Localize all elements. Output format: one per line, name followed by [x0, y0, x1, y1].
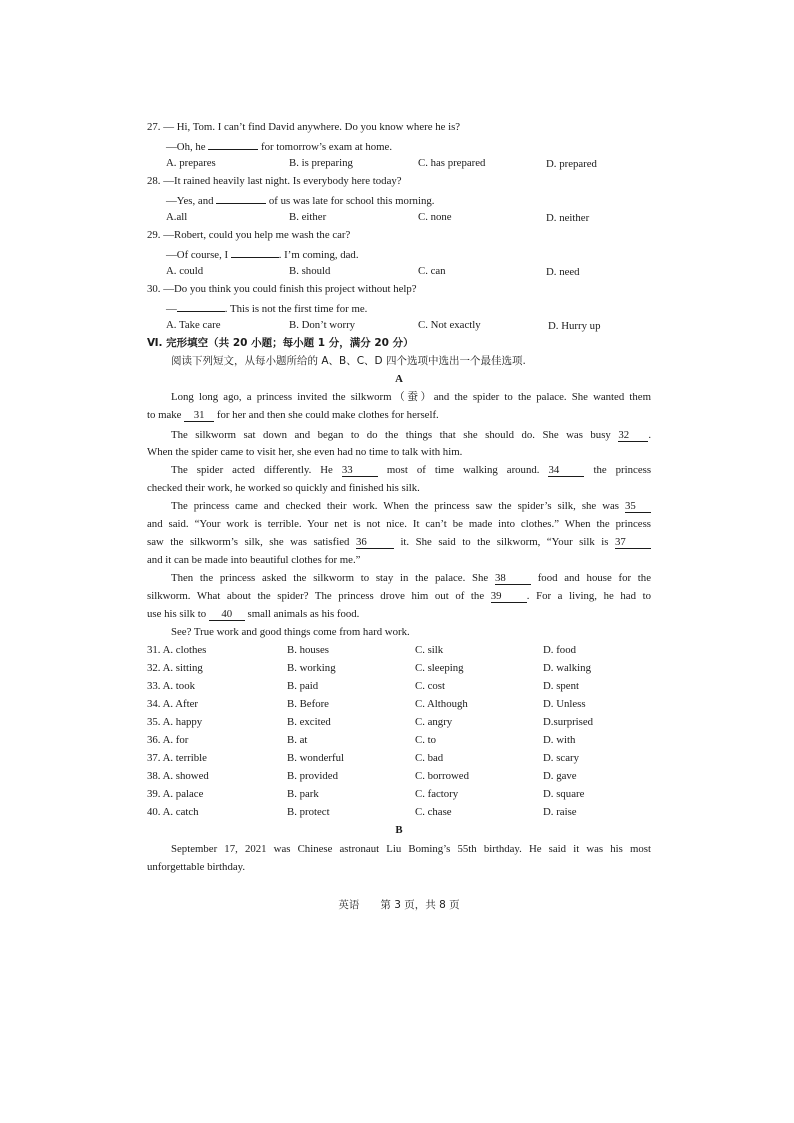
- choice-40-d: D. raise: [543, 806, 577, 818]
- question-28-answer-line: —Yes, and of us was late for school this morning.: [166, 192, 434, 208]
- choice-40-c: C. chase: [415, 806, 452, 818]
- choice-40-b: B. protect: [287, 806, 330, 818]
- blank-35: 35: [625, 500, 651, 513]
- blank-40: 40: [209, 608, 245, 621]
- passage-b-line: September 17, 2021 was Chinese astronaut Liu Boming’s 55th birthday. He said it was his most: [171, 843, 651, 855]
- option-a: A. prepares: [166, 157, 216, 169]
- choice-35-d: D.surprised: [543, 716, 594, 728]
- choice-37-d: D. scary: [543, 752, 579, 764]
- passage-line: saw the silkworm’s silk, she was satisfied 36 it. She said to the silkworm, “Your silk is 37: [147, 535, 651, 549]
- answer-blank: [177, 300, 225, 312]
- passage-line: and it can be made into beautiful clothes for me.”: [147, 554, 361, 566]
- choice-32-b: B. working: [287, 662, 336, 674]
- choice-36-a: 36. A. for: [147, 734, 189, 746]
- choice-39-a: 39. A. palace: [147, 788, 204, 800]
- blank-31: 31: [184, 409, 214, 422]
- part-a-label: A: [395, 373, 403, 385]
- choice-34-d: D. Unless: [543, 698, 586, 710]
- option-b: B. should: [289, 265, 331, 277]
- section-instruction: 阅读下列短文，从每小题所给的 A、B、C、D 四个选项中选出一个最佳选项.: [171, 355, 526, 367]
- answer-blank: [231, 246, 279, 258]
- option-d: D. need: [546, 266, 580, 278]
- choice-38-a: 38. A. showed: [147, 770, 209, 782]
- blank-37: 37: [615, 536, 651, 549]
- option-d: D. prepared: [546, 158, 597, 170]
- choice-36-b: B. at: [287, 734, 308, 746]
- section-heading: Ⅵ. 完形填空（共 20 小题；每小题 1 分，满分 20 分）: [147, 337, 414, 349]
- choice-37-c: C. bad: [415, 752, 444, 764]
- blank-38: 38: [495, 572, 531, 585]
- question-28-stem: 28. —It rained heavily last night. Is everybody here today?: [147, 175, 402, 187]
- passage-line: checked their work, he worked so quickly and finished his silk.: [147, 482, 420, 494]
- answer-blank: [208, 138, 258, 150]
- passage-line: When the spider came to visit her, she even had no time to talk with him.: [147, 446, 463, 458]
- option-a: A.all: [166, 211, 188, 223]
- passage-line: Then the princess asked the silkworm to stay in the palace. She 38 food and house for the: [171, 572, 651, 584]
- option-b: B. Don’t worry: [289, 319, 356, 331]
- choice-39-b: B. park: [287, 788, 319, 800]
- question-30-answer-line: — . This is not the first time for me.: [166, 300, 367, 316]
- passage-line: See? True work and good things come from hard work.: [171, 626, 410, 638]
- answer-blank: [216, 192, 266, 204]
- choice-34-b: B. Before: [287, 698, 329, 710]
- passage-line: The princess came and checked their work. When the princess saw the spider’s silk, she was 35: [171, 499, 651, 513]
- choice-32-c: C. sleeping: [415, 662, 464, 674]
- choice-37-a: 37. A. terrible: [147, 752, 207, 764]
- blank-39: 39: [491, 590, 527, 603]
- choice-35-c: C. angry: [415, 716, 453, 728]
- choice-33-a: 33. A. took: [147, 680, 195, 692]
- option-d: D. neither: [546, 212, 590, 224]
- blank-32: 32: [618, 429, 648, 442]
- option-b: B. is preparing: [289, 157, 353, 169]
- question-29-stem: 29. —Robert, could you help me wash the car?: [147, 229, 351, 241]
- option-c: C. has prepared: [418, 157, 486, 169]
- choice-31-d: D. food: [543, 644, 576, 656]
- choice-35-b: B. excited: [287, 716, 331, 728]
- question-27-answer-line: —Oh, he for tomorrow’s exam at home.: [166, 138, 392, 154]
- choice-36-c: C. to: [415, 734, 436, 746]
- choice-31-b: B. houses: [287, 644, 329, 656]
- passage-line: and said. “Your work is terrible. Your net is not nice. It can’t be made into clothes.” When the princess: [147, 518, 651, 530]
- choice-32-a: 32. A. sitting: [147, 662, 203, 674]
- choice-33-b: B. paid: [287, 680, 319, 692]
- choice-38-c: C. borrowed: [415, 770, 469, 782]
- choice-32-d: D. walking: [543, 662, 591, 674]
- choice-31-c: C. silk: [415, 644, 444, 656]
- blank-36: 36: [356, 536, 394, 549]
- option-c: C. can: [418, 265, 446, 277]
- question-30-stem: 30. —Do you think you could finish this project without help?: [147, 283, 417, 295]
- choice-37-b: B. wonderful: [287, 752, 344, 764]
- option-b: B. either: [289, 211, 327, 223]
- option-a: A. Take care: [166, 319, 221, 331]
- choice-38-b: B. provided: [287, 770, 338, 782]
- passage-line: silkworm. What about the spider? The princess drove him out of the 39 . For a living, he had to: [147, 590, 651, 602]
- choice-36-d: D. with: [543, 734, 576, 746]
- page-footer: 英语 第 3 页，共 8 页: [338, 899, 460, 911]
- option-c: C. Not exactly: [418, 319, 481, 331]
- question-27-stem: 27. — Hi, Tom. I can’t find David anywhere. Do you know where he is?: [147, 121, 461, 133]
- passage-b-line: unforgettable birthday.: [147, 861, 246, 873]
- question-29-answer-line: —Of course, I . I’m coming, dad.: [166, 246, 359, 262]
- choice-34-a: 34. A. After: [147, 698, 198, 710]
- choice-39-d: D. square: [543, 788, 585, 800]
- blank-34: 34: [548, 464, 584, 477]
- passage-line: The spider acted differently. He 33 most of time walking around. 34 the princess: [171, 464, 652, 476]
- option-a: A. could: [166, 265, 204, 277]
- passage-line: Long long ago, a princess invited the silkworm（蚕）and the spider to the palace. She wanted them: [171, 391, 651, 403]
- choice-39-c: C. factory: [415, 788, 459, 800]
- choice-38-d: D. gave: [543, 770, 577, 782]
- part-b-label: B: [395, 824, 403, 836]
- passage-line: to make 31 for her and then she could make clothes for herself.: [147, 409, 439, 421]
- choice-33-d: D. spent: [543, 680, 579, 692]
- passage-line: The silkworm sat down and began to do the things that she should do. She was busy 32 .: [171, 429, 652, 441]
- passage-line: use his silk to 40 small animals as his food.: [147, 608, 360, 620]
- blank-33: 33: [342, 464, 378, 477]
- choice-33-c: C. cost: [415, 680, 445, 692]
- choice-35-a: 35. A. happy: [147, 716, 203, 728]
- option-c: C. none: [418, 211, 452, 223]
- choice-34-c: C. Although: [415, 698, 468, 710]
- option-d: D. Hurry up: [548, 320, 601, 332]
- choice-40-a: 40. A. catch: [147, 806, 199, 818]
- choice-31-a: 31. A. clothes: [147, 644, 207, 656]
